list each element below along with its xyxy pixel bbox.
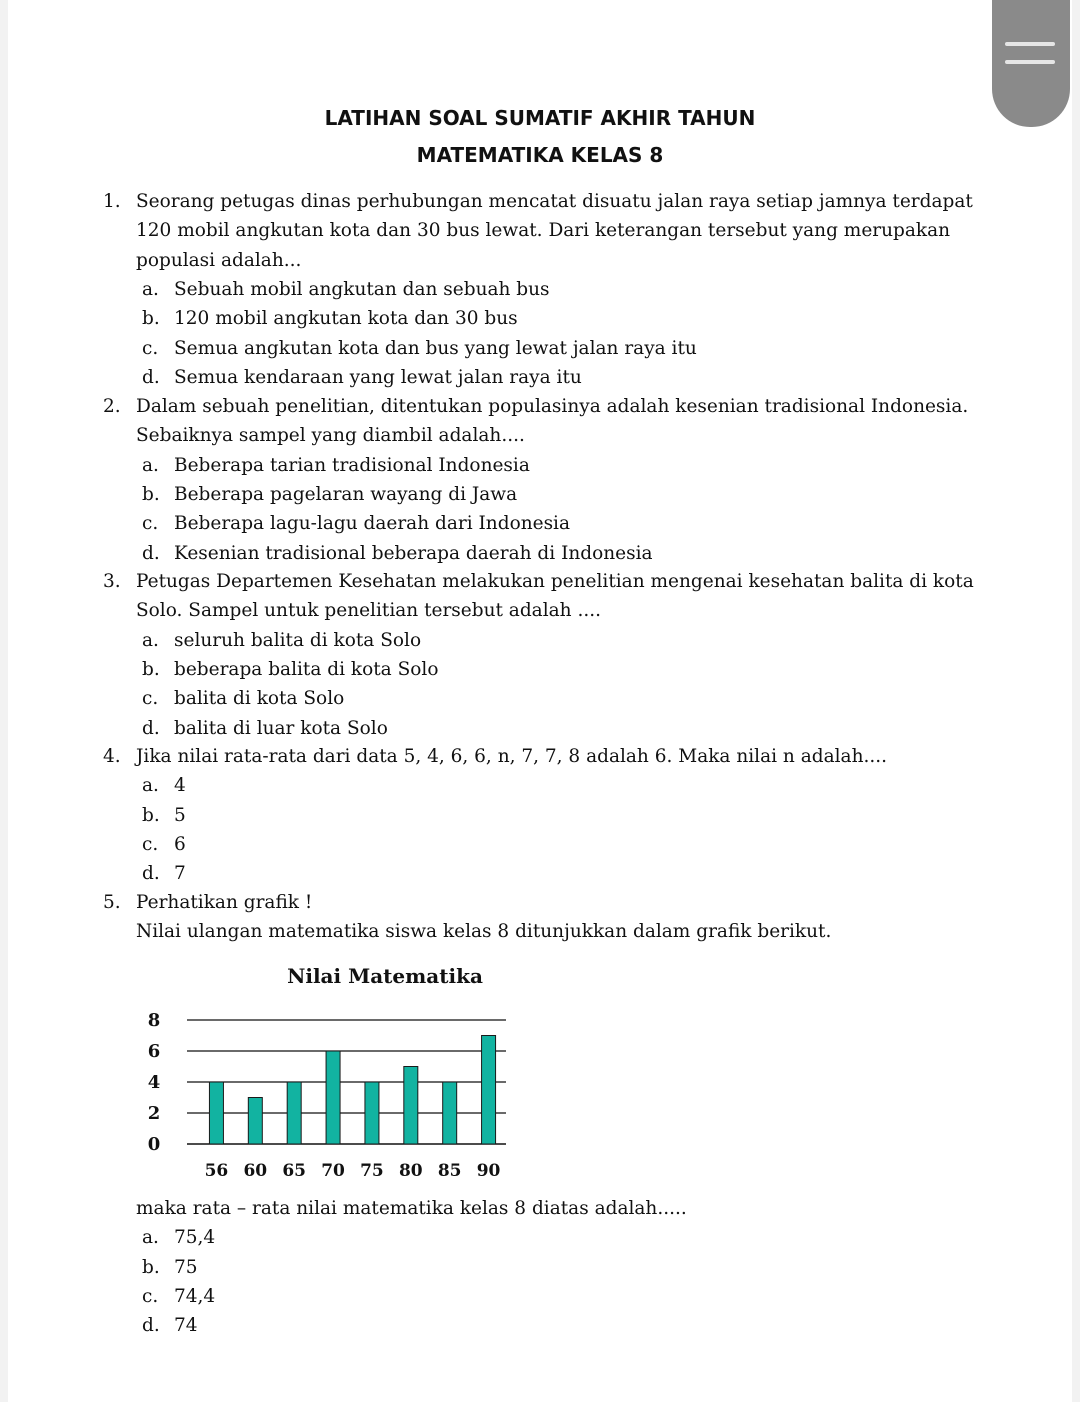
option-letter: d. — [142, 717, 160, 739]
question-text: Solo. Sampel untuk penelitian tersebut adalah .... — [136, 600, 601, 622]
question-number: 3. — [103, 571, 121, 592]
option-letter: b. — [142, 1256, 160, 1278]
bar-85 — [443, 1082, 457, 1144]
bar-chart — [120, 955, 520, 1199]
question-text: Jika nilai rata-rata dari data 5, 4, 6, 6, n, 7, 7, 8 adalah 6. Maka nilai n adalah.... — [136, 746, 888, 767]
x-tick-label: 90 — [476, 1161, 501, 1181]
option-text: Kesenian tradisional beberapa daerah di Indonesia — [174, 542, 653, 564]
option-text: 6 — [174, 833, 186, 855]
hamburger-icon — [1005, 42, 1055, 46]
option-text: 74,4 — [174, 1285, 216, 1307]
option-text: 7 — [174, 863, 186, 885]
question-text-after-chart: maka rata – rata nilai matematika kelas 8 diatas adalah..... — [136, 1198, 687, 1219]
option-letter: c. — [142, 833, 159, 855]
question-text: Seorang petugas dinas perhubungan mencatat disuatu jalan raya setiap jamnya terdapat — [136, 191, 973, 212]
option-letter: a. — [142, 278, 159, 300]
option-text: balita di luar kota Solo — [174, 717, 388, 739]
option-text: Semua kendaraan yang lewat jalan raya itu — [174, 366, 582, 388]
option-letter: d. — [142, 542, 160, 564]
y-tick-label: 2 — [147, 1103, 161, 1124]
x-tick-label: 75 — [360, 1161, 384, 1181]
option-text: 75 — [174, 1256, 198, 1278]
bar-80 — [404, 1067, 418, 1145]
option-text: Beberapa pagelaran wayang di Jawa — [174, 483, 518, 505]
x-tick-label: 65 — [282, 1161, 307, 1181]
option-text: beberapa balita di kota Solo — [174, 658, 439, 680]
question-text: populasi adalah... — [136, 249, 302, 271]
option-text: 5 — [174, 804, 186, 826]
option-letter: a. — [142, 775, 159, 797]
question-number: 5. — [103, 892, 121, 913]
option-letter: d. — [142, 366, 160, 388]
option-letter: c. — [142, 513, 159, 535]
bar-65 — [287, 1082, 301, 1144]
question-text: Nilai ulangan matematika siswa kelas 8 ditunjukkan dalam grafik berikut. — [136, 921, 832, 943]
option-letter: c. — [142, 1285, 159, 1307]
option-text: Beberapa tarian tradisional Indonesia — [174, 454, 530, 476]
chart-title: Nilai Matematika — [287, 964, 483, 988]
option-letter: a. — [142, 629, 159, 651]
question-number: 2. — [103, 396, 121, 417]
option-text: 120 mobil angkutan kota dan 30 bus — [174, 308, 518, 330]
option-text: Sebuah mobil angkutan dan sebuah bus — [174, 278, 550, 300]
option-letter: b. — [142, 483, 160, 505]
x-tick-label: 70 — [321, 1161, 345, 1181]
option-letter: b. — [142, 804, 160, 826]
question-text: Sebaiknya sampel yang diambil adalah.... — [136, 425, 525, 447]
question-text: Dalam sebuah penelitian, ditentukan populasinya adalah kesenian tradisional Indonesia. — [136, 396, 969, 417]
option-letter: c. — [142, 337, 159, 359]
hamburger-icon-line — [1005, 60, 1055, 64]
question-text: Petugas Departemen Kesehatan melakukan penelitian mengenai kesehatan balita di kota — [136, 571, 974, 592]
option-text: 74 — [174, 1315, 198, 1337]
y-tick-label: 6 — [147, 1041, 161, 1062]
x-tick-label: 56 — [204, 1161, 229, 1181]
question-number: 4. — [103, 746, 121, 767]
bar-56 — [209, 1082, 223, 1144]
chart-svg — [120, 955, 520, 1195]
option-text: seluruh balita di kota Solo — [174, 629, 422, 651]
bar-75 — [365, 1082, 379, 1144]
option-letter: d. — [142, 1315, 160, 1337]
x-tick-label: 60 — [243, 1161, 268, 1181]
page-subtitle: MATEMATIKA KELAS 8 — [416, 143, 664, 167]
option-letter: b. — [142, 308, 160, 330]
option-letter: c. — [142, 688, 159, 710]
option-letter: d. — [142, 863, 160, 885]
bar-70 — [326, 1051, 340, 1144]
option-text: 75,4 — [174, 1227, 216, 1249]
question-text: 120 mobil angkutan kota dan 30 bus lewat. Dari keterangan tersebut yang merupakan — [136, 220, 951, 242]
bar-60 — [248, 1098, 262, 1145]
option-text: 4 — [174, 775, 186, 797]
x-tick-label: 85 — [437, 1161, 462, 1181]
option-letter: a. — [142, 454, 159, 476]
option-text: Beberapa lagu-lagu daerah dari Indonesia — [174, 513, 571, 535]
question-number: 1. — [103, 191, 121, 212]
option-text: balita di kota Solo — [174, 688, 345, 710]
option-text: Semua angkutan kota dan bus yang lewat jalan raya itu — [174, 337, 697, 359]
option-letter: b. — [142, 658, 160, 680]
x-tick-label: 80 — [398, 1161, 423, 1181]
option-letter: a. — [142, 1227, 159, 1249]
question-text: Perhatikan grafik ! — [136, 892, 313, 913]
y-tick-label: 4 — [147, 1072, 161, 1093]
y-tick-label: 0 — [147, 1134, 161, 1155]
y-tick-label: 8 — [147, 1010, 161, 1031]
page-title: LATIHAN SOAL SUMATIF AKHIR TAHUN — [324, 106, 756, 130]
bar-90 — [482, 1036, 496, 1145]
